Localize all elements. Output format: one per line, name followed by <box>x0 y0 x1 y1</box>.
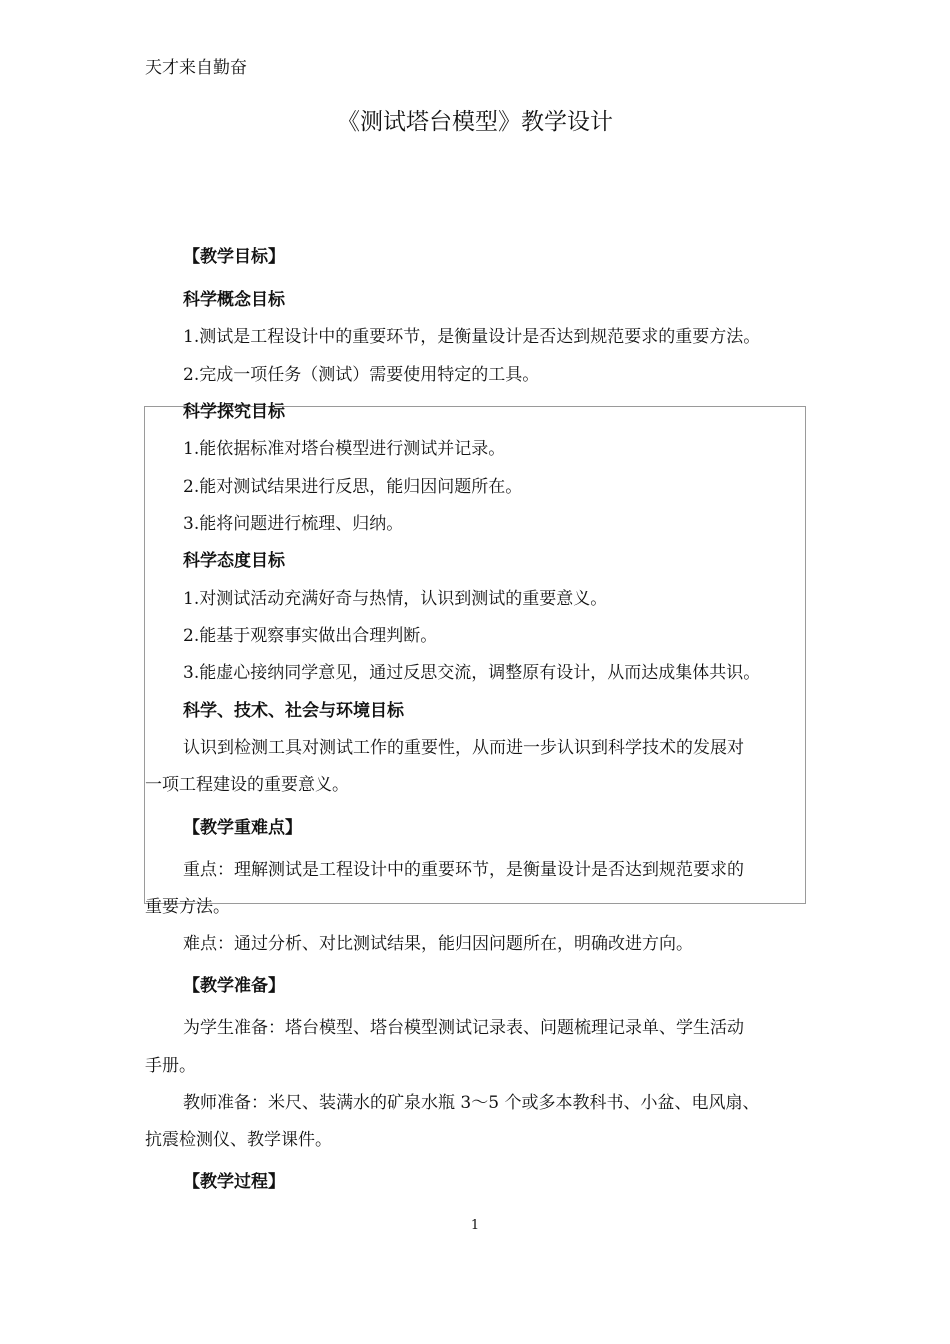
attitude-item: 1.对测试活动充满好奇与热情，认识到测试的重要意义。 <box>183 589 608 609</box>
focus-text-line2: 重要方法。 <box>145 897 230 917</box>
section-heading-goals: 【教学目标】 <box>183 247 285 267</box>
focus-text-line1: 重点：理解测试是工程设计中的重要环节，是衡量设计是否达到规范要求的 <box>183 860 744 880</box>
attitude-item: 3.能虚心接纳同学意见，通过反思交流，调整原有设计，从而达成集体共识。 <box>183 663 761 683</box>
inquiry-item: 3.能将问题进行梳理、归纳。 <box>183 514 404 534</box>
difficulty-text: 难点：通过分析、对比测试结果，能归因问题所在，明确改进方向。 <box>183 934 693 954</box>
section-heading-prep: 【教学准备】 <box>183 976 285 996</box>
subheading-stse: 科学、技术、社会与环境目标 <box>183 701 404 721</box>
student-prep-line1: 为学生准备：塔台模型、塔台模型测试记录表、问题梳理记录单、学生活动 <box>183 1018 744 1038</box>
document-title: 《测试塔台模型》教学设计 <box>337 109 613 135</box>
subheading-attitude: 科学态度目标 <box>183 551 285 571</box>
section-heading-process: 【教学过程】 <box>183 1172 285 1192</box>
teacher-prep-line2: 抗震检测仪、教学课件。 <box>145 1130 332 1150</box>
concept-item: 2.完成一项任务（测试）需要使用特定的工具。 <box>183 365 540 385</box>
stse-text-line2: 一项工程建设的重要意义。 <box>145 775 349 795</box>
attitude-item: 2.能基于观察事实做出合理判断。 <box>183 626 438 646</box>
section-heading-key-points: 【教学重难点】 <box>183 818 302 838</box>
header-text: 天才来自勤奋 <box>145 58 247 78</box>
student-prep-line2: 手册。 <box>145 1056 196 1076</box>
teacher-prep-line1: 教师准备：米尺、装满水的矿泉水瓶 3～5 个或多本教科书、小盆、电风扇、 <box>183 1093 760 1113</box>
inquiry-item: 2.能对测试结果进行反思，能归因问题所在。 <box>183 477 523 497</box>
concept-item: 1.测试是工程设计中的重要环节，是衡量设计是否达到规范要求的重要方法。 <box>183 327 761 347</box>
stse-text-line1: 认识到检测工具对测试工作的重要性，从而进一步认识到科学技术的发展对 <box>183 738 744 758</box>
subheading-concept: 科学概念目标 <box>183 290 285 310</box>
page-number: 1 <box>470 1218 480 1233</box>
subheading-inquiry: 科学探究目标 <box>183 402 285 422</box>
inquiry-item: 1.能依据标准对塔台模型进行测试并记录。 <box>183 439 506 459</box>
